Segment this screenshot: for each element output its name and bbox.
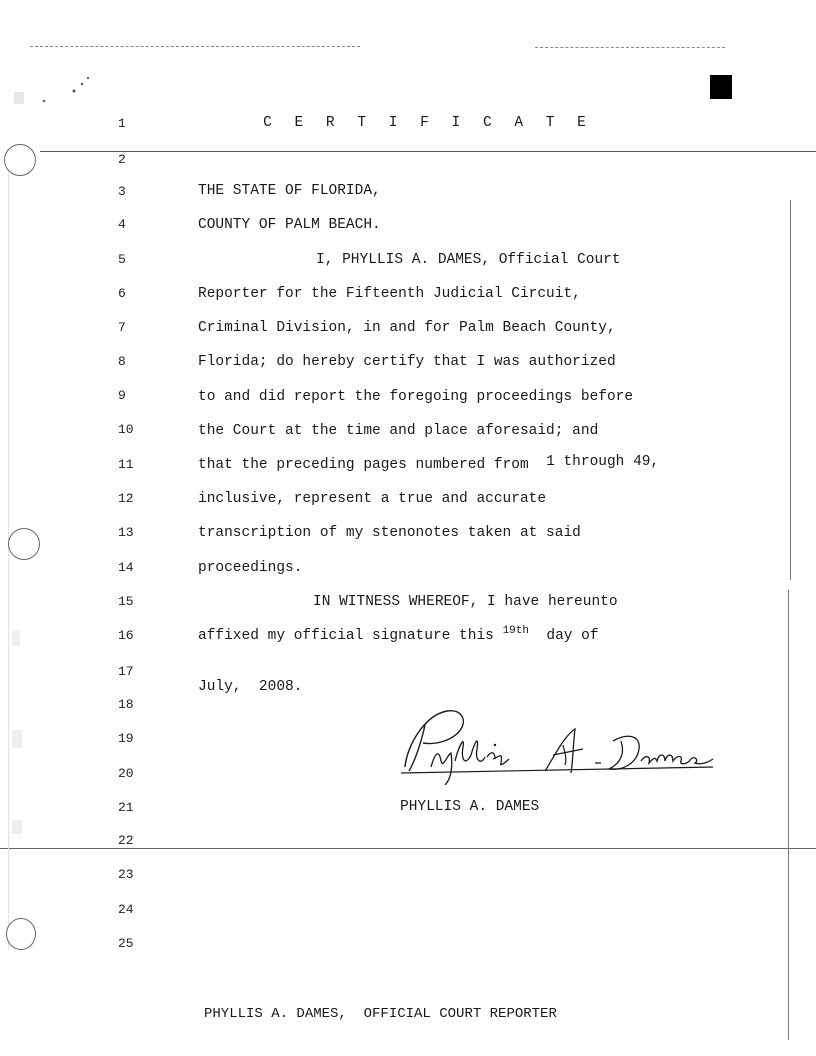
- date-line: July, 2008.: [198, 679, 303, 695]
- body-line-10: the Court at the time and place aforesaid; and: [198, 423, 599, 439]
- day-value: 19th: [502, 625, 529, 637]
- line-number: 22: [118, 833, 134, 848]
- county-line: COUNTY OF PALM BEACH.: [198, 217, 381, 233]
- line-number: 23: [118, 867, 134, 882]
- body-line-8: Florida; do hereby certify that I was authorized: [198, 354, 616, 370]
- line-number: 17: [118, 664, 134, 679]
- line-number: 1: [118, 116, 126, 131]
- line-number: 3: [118, 184, 126, 199]
- line-number: 9: [118, 388, 126, 403]
- body-line-7: Criminal Division, in and for Palm Beach County,: [198, 320, 616, 336]
- body-line-5: I, PHYLLIS A. DAMES, Official Court: [316, 252, 621, 268]
- signature-graphic: [395, 705, 715, 785]
- line-number: 21: [118, 800, 134, 815]
- line-number: 2: [118, 152, 126, 167]
- body-line-16-end: day of: [546, 628, 599, 644]
- printed-name: PHYLLIS A. DAMES: [400, 799, 540, 815]
- line-number: 16: [118, 628, 134, 643]
- line-number: 4: [118, 217, 126, 232]
- line-number: 6: [118, 286, 126, 301]
- line-number: 18: [118, 697, 134, 712]
- line-number: 7: [118, 320, 126, 335]
- line-number: 13: [118, 525, 134, 540]
- footer-reporter: PHYLLIS A. DAMES, OFFICIAL COURT REPORTER: [204, 1006, 557, 1022]
- line-number: 14: [118, 560, 134, 575]
- line-number: 25: [118, 936, 134, 951]
- certificate-title: C E R T I F I C A T E: [263, 115, 593, 131]
- line-number: 5: [118, 252, 126, 267]
- line-number: 12: [118, 491, 134, 506]
- body-line-13: transcription of my stenonotes taken at said: [198, 525, 581, 541]
- line-number: 15: [118, 594, 134, 609]
- page-range: 1 through 49,: [546, 454, 660, 470]
- body-line-6: Reporter for the Fifteenth Judicial Circuit,: [198, 286, 581, 302]
- body-line-16-text: affixed my official signature this: [198, 628, 494, 644]
- line-number: 11: [118, 457, 134, 472]
- body-line-16: [198, 627, 599, 646]
- body-line-11-text: that the preceding pages numbered from: [198, 457, 529, 473]
- line-number: 20: [118, 766, 134, 781]
- body-line-15: IN WITNESS WHEREOF, I have hereunto: [313, 594, 618, 610]
- body-line-14: proceedings.: [198, 560, 303, 576]
- body-line-11: [198, 456, 659, 474]
- body-line-9: to and did report the foregoing proceedings before: [198, 389, 634, 405]
- line-number: 8: [118, 354, 126, 369]
- body-line-12: inclusive, represent a true and accurate: [198, 491, 547, 507]
- line-number: 24: [118, 902, 134, 917]
- line-number: 10: [118, 422, 134, 437]
- state-line: THE STATE OF FLORIDA,: [198, 183, 381, 199]
- line-number: 19: [118, 731, 134, 746]
